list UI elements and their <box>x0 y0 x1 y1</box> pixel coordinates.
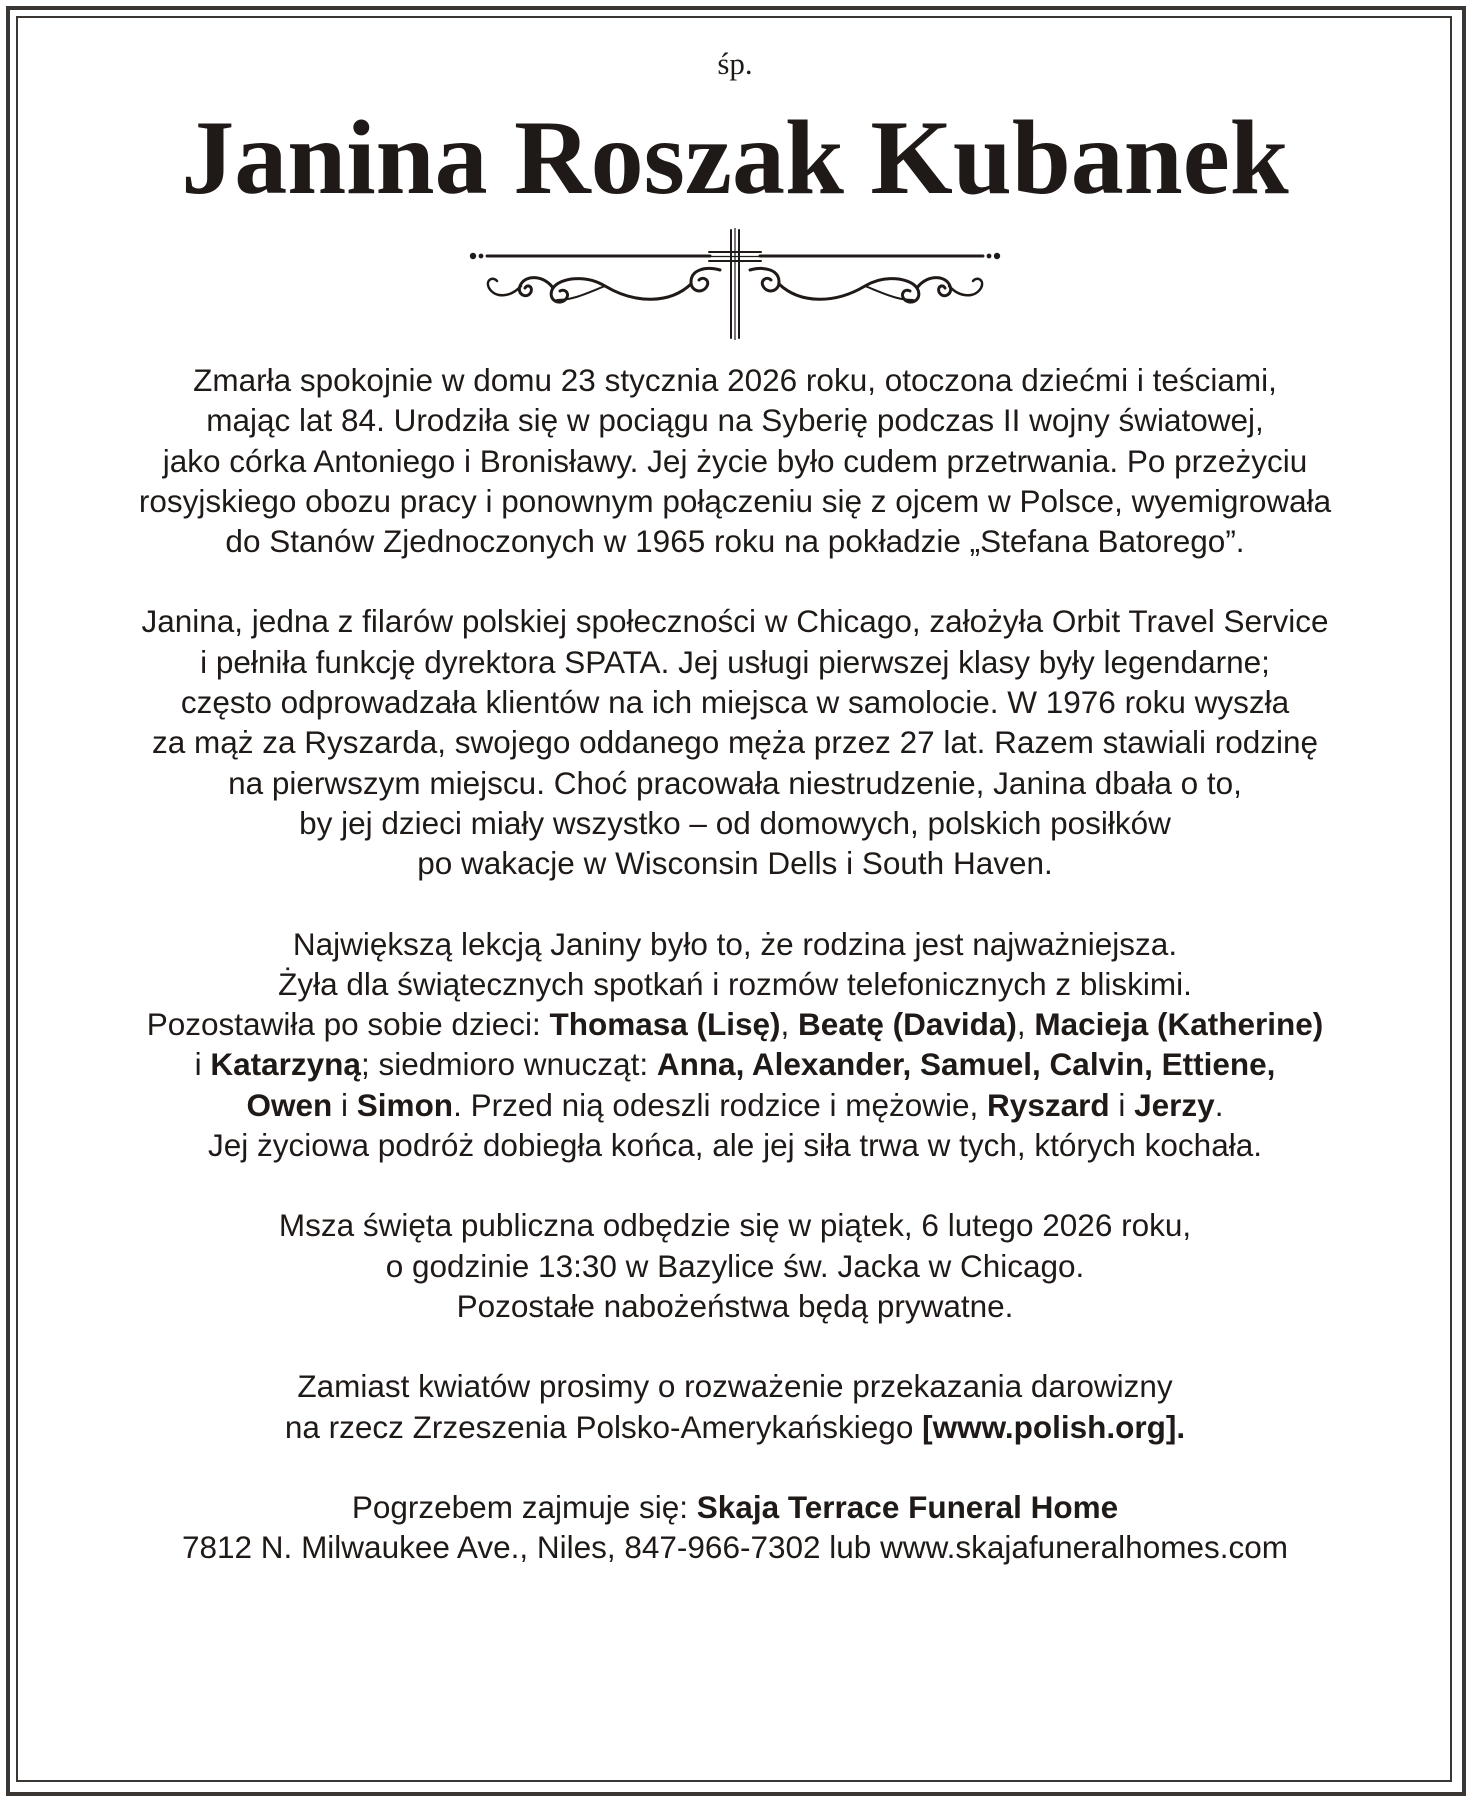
child-name: Beatę (Davida) <box>798 1006 1017 1043</box>
paragraph-survivors <box>30 924 1440 1166</box>
text-segment: ; siedmioro wnucząt: <box>360 1046 657 1083</box>
cross-scroll-ornament-icon <box>465 228 1005 340</box>
text-line: i pełniła funkcję dyrektora SPATA. Jej usługi pierwszej klasy były legendarne; <box>200 643 1270 680</box>
text-segment: i <box>194 1046 211 1083</box>
survivors-children-line: Pozostawiła po sobie dzieci: Thomasa (Lisę), Beatę (Davida), Macieja (Katherine) <box>146 1006 1324 1043</box>
text-line: Zmarła spokojnie w domu 23 stycznia 2026 roku, otoczona dziećmi i teściami, <box>193 362 1277 398</box>
text-line: jako córka Antoniego i Bronisławy. Jej życie było cudem przetrwania. Po przeżyciu <box>162 442 1308 479</box>
text-line: o godzinie 13:30 w Bazylice św. Jacka w Chicago. <box>385 1247 1085 1284</box>
donation-website-link[interactable]: [www.polish.org]. <box>922 1408 1186 1445</box>
grandchild-name: Simon <box>356 1086 454 1123</box>
funeral-home-line <box>30 1487 1440 1527</box>
paragraph-donations <box>30 1366 1440 1447</box>
text-line: rosyjskiego obozu pracy i ponownym połączeniu się z ojcem w Polsce, wyemigrowała <box>138 482 1332 519</box>
text-line: za mąż za Ryszarda, swojego oddanego męża przez 27 lat. Razem stawiali rodzinę <box>151 724 1319 761</box>
child-name: Katarzyną <box>210 1046 361 1083</box>
funeral-home-contact[interactable]: 7812 N. Milwaukee Ave., Niles, 847-966-7302 lub www.skajafuneralhomes.com <box>181 1529 1288 1566</box>
text-line: Zamiast kwiatów prosimy o rozważenie przekazania darowizny <box>297 1368 1173 1405</box>
text-line: mając lat 84. Urodziła się w pociągu na Syberię podczas II wojny światowej, <box>206 402 1264 439</box>
predeceased-line: Owen i Simon. Przed nią odeszli rodzice i mężowie, Ryszard i Jerzy. <box>246 1086 1224 1123</box>
paragraph-career-and-family <box>30 601 1440 883</box>
funeral-home-label: Pogrzebem zajmuje się: <box>351 1488 697 1525</box>
child-name: Thomasa (Lisę) <box>549 1006 781 1043</box>
text-line: często odprowadzała klientów na ich miejsca w samolocie. W 1976 roku wyszła <box>180 684 1290 721</box>
child-name: Macieja (Katherine) <box>1034 1006 1324 1043</box>
text-segment: na rzecz Zrzeszenia Polsko-Amerykańskiego <box>284 1408 923 1445</box>
grandchildren-names: Anna, Alexander, Samuel, Calvin, Ettiene, <box>656 1046 1276 1083</box>
donation-line <box>30 1407 1440 1447</box>
text-segment: Pozostawiła po sobie dzieci: <box>146 1006 550 1043</box>
text-line: Pozostałe nabożeństwa będą prywatne. <box>456 1287 1014 1324</box>
text-segment: . Przed nią odeszli rodzice i mężowie, <box>453 1086 988 1123</box>
funeral-home-name: Skaja Terrace Funeral Home <box>696 1488 1119 1525</box>
husband-name: Ryszard <box>987 1086 1110 1123</box>
survivors-grandchildren-line <box>30 1044 1440 1084</box>
paragraph-death-and-early-life <box>30 360 1440 561</box>
text-line: Żyła dla świątecznych spotkań i rozmów telefonicznych z bliskimi. <box>278 965 1192 1002</box>
text-line: Msza święta publiczna odbędzie się w piątek, 6 lutego 2026 roku, <box>278 1207 1192 1244</box>
text-line: Janina, jedna z filarów polskiej społeczności w Chicago, założyła Orbit Travel Service <box>141 603 1329 640</box>
funeral-home-footer <box>30 1487 1440 1568</box>
text-line: po wakacje w Wisconsin Dells i South Haven. <box>417 845 1053 882</box>
grandchild-name: Owen <box>246 1086 333 1123</box>
text-line: na pierwszym miejscu. Choć pracowała niestrudzenie, Janina dbała o to, <box>228 764 1242 801</box>
paragraph-mass-details <box>30 1205 1440 1326</box>
text-line: Jej życiowa podróż dobiegła końca, ale jej siła trwa w tych, których kochała. <box>207 1127 1262 1164</box>
text-line: Największą lekcją Janiny było to, że rodzina jest najważniejsza. <box>292 925 1178 962</box>
text-line: by jej dzieci miały wszystko – od domowych, polskich posiłków <box>299 804 1171 841</box>
text-line: do Stanów Zjednoczonych w 1965 roku na pokładzie „Stefana Batorego”. <box>225 523 1245 560</box>
deceased-name: Janina Roszak Kubanek <box>181 99 1289 216</box>
husband-name: Jerzy <box>1134 1086 1215 1123</box>
obituary-notice <box>30 30 1440 1770</box>
sp-prefix: śp. <box>717 46 753 81</box>
